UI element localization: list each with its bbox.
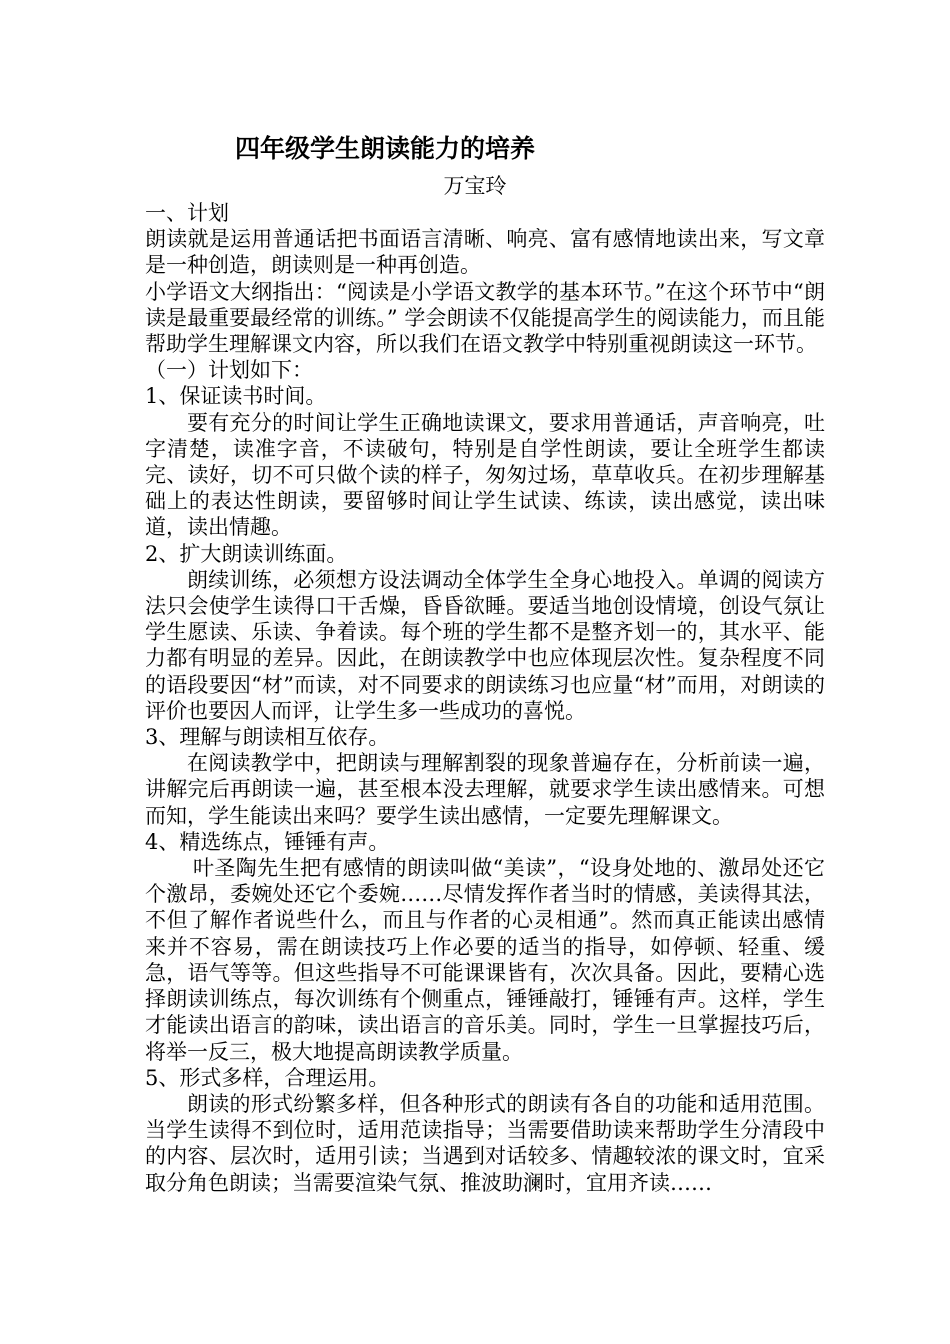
paragraph: 2、扩大朗读训练面。 (145, 541, 348, 566)
paragraph: 小学语文大纲指出：“阅读是小学语文教学的基本环节。”在这个环节中“朗读是最重要最经常的训练。” 学会朗读不仅能提高学生的阅读能力，而且能帮助学生理解课文内容，所以我们在语文教学中特别重视朗读这一环节。 (145, 279, 825, 357)
document-title: 四年级学生朗读能力的培养 (234, 134, 535, 163)
paragraph: 在阅读教学中，把朗读与理解割裂的现象普遍存在，分析前读一遍，讲解完后再朗读一遍，甚至根本没去理解，就要求学生读出感情来。可想而知，学生能读出来吗？要学生读出感情，一定要先理解课文。 (145, 751, 825, 828)
paragraph: 朗读就是运用普通话把书面语言清晰、响亮、富有感情地读出来，写文章是一种创造，朗读则是一种再创造。 (145, 227, 825, 278)
paragraph: 要有充分的时间让学生正确地读课文，要求用普通话，声音响亮，吐字清楚，读准字音，不读破句，特别是自学性朗读，要让全班学生都读完、读好，切不可只做个读的样子，匆匆过场，草草收兵。在初步理解基础上的表达性朗读，要留够时间让学生试读、练读，读出感觉，读出味道，读出情趣。 (145, 410, 825, 540)
paragraph: 1、保证读书时间。 (145, 384, 327, 409)
document-body (145, 200, 825, 1196)
paragraph: （一）计划如下： (145, 358, 313, 383)
paragraph: 4、精选练点，锤锤有声。 (145, 829, 390, 854)
paragraph: 3、理解与朗读相互依存。 (145, 725, 390, 750)
paragraph: 叶圣陶先生把有感情的朗读叫做“美读”，“设身处地的、激昂处还它个激昂，委婉处还它个委婉……尽情发挥作者当时的情感，美读得其法，不但了解作者说些什么，而且与作者的心灵相通”。然而真正能读出感情来并不容易，需在朗读技巧上作必要的适当的指导，如停顿、轻重、缓急，语气等等。但这些指导不可能课课皆有，次次具备。因此，要精心选择朗读训练点，每次训练有个侧重点，锤锤敲打，锤锤有声。这样，学生才能读出语言的韵味，读出语言的音乐美。同时，学生一旦掌握技巧后，将举一反三，极大地提高朗读教学质量。 (145, 856, 825, 1064)
paragraph: 一、计划 (145, 201, 229, 225)
document-author: 万宝玲 (443, 174, 507, 198)
paragraph: 5、形式多样，合理运用。 (145, 1065, 390, 1090)
paragraph: 朗读的形式纷繁多样，但各种形式的朗读有各自的功能和适用范围。当学生读得不到位时，适用范读指导；当需要借助读来帮助学生分清段中的内容、层次时，适用引读；当遇到对话较多、情趣较浓的课文时，宜采取分角色朗读；当需要渲染气氛、推波助澜时，宜用齐读…… (145, 1091, 825, 1195)
paragraph: 朗续训练，必须想方设法调动全体学生全身心地投入。单调的阅读方法只会使学生读得口干舌燥，昏昏欲睡。要适当地创设情境，创设气氛让学生愿读、乐读、争着读。每个班的学生都不是整齐划一的，其水平、能力都有明显的差异。因此，在朗读教学中也应体现层次性。复杂程度不同的语段要因“材”而读，对不同要求的朗读练习也应量“材”而用，对朗读的评价也要因人而评，让学生多一些成功的喜悦。 (145, 567, 825, 723)
